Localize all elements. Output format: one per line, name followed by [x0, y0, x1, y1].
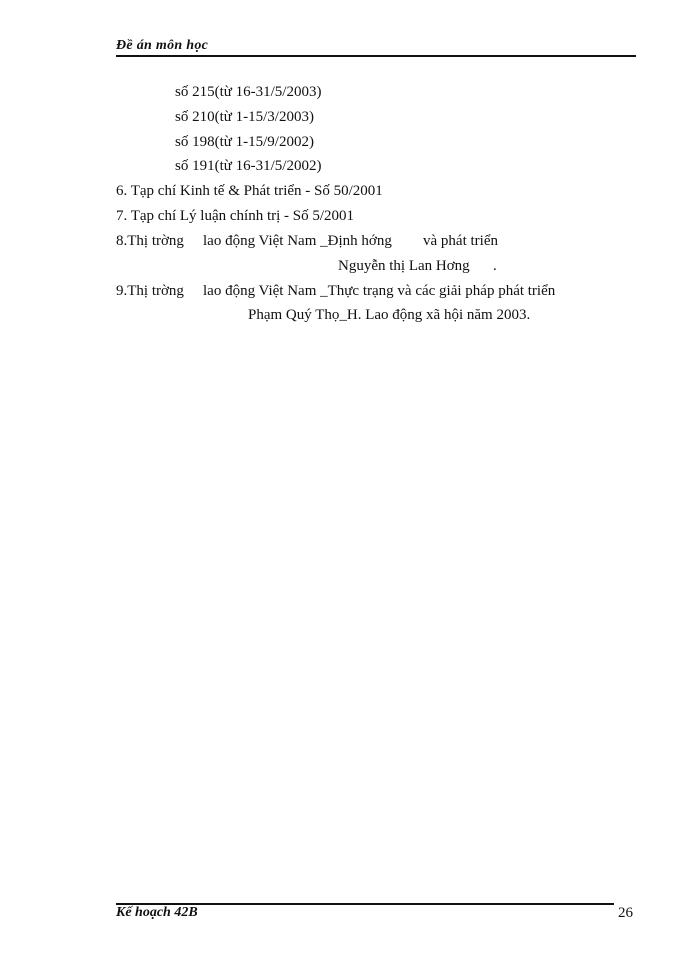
reference-issue-198: số 198(từ 1-15/9/2002): [175, 134, 314, 150]
reference-issue-215: số 215(từ 16-31/5/2003): [175, 84, 322, 100]
reference-item-8-number: 8.Thị trờng: [116, 233, 184, 249]
reference-item-8-period: .: [493, 258, 497, 274]
reference-item-8-title-end: và phát triển: [423, 233, 498, 249]
reference-issue-210: số 210(từ 1-15/3/2003): [175, 109, 314, 125]
page-number: 26: [618, 905, 633, 921]
reference-item-9-title: lao động Việt Nam _Thực trạng và các giải pháp phát triển: [203, 283, 556, 299]
reference-item-8-author: Nguyễn thị Lan Hơng: [338, 258, 470, 274]
reference-item-6: 6. Tạp chí Kinh tế & Phát triển - Số 50/2001: [116, 183, 383, 199]
header-title: Đề án môn học: [116, 38, 209, 53]
reference-item-9-author: Phạm Quý Thọ_H. Lao động xã hội năm 2003.: [248, 307, 531, 323]
reference-item-9-number: 9.Thị trờng: [116, 283, 184, 299]
reference-item-7: 7. Tạp chí Lý luận chính trị - Số 5/2001: [116, 208, 355, 224]
reference-issue-191: số 191(từ 16-31/5/2002): [175, 158, 322, 174]
footer-text: Kế hoạch 42B: [116, 905, 198, 920]
reference-item-8-title: lao động Việt Nam _Định hớng: [203, 233, 392, 249]
header-divider: [116, 55, 636, 57]
